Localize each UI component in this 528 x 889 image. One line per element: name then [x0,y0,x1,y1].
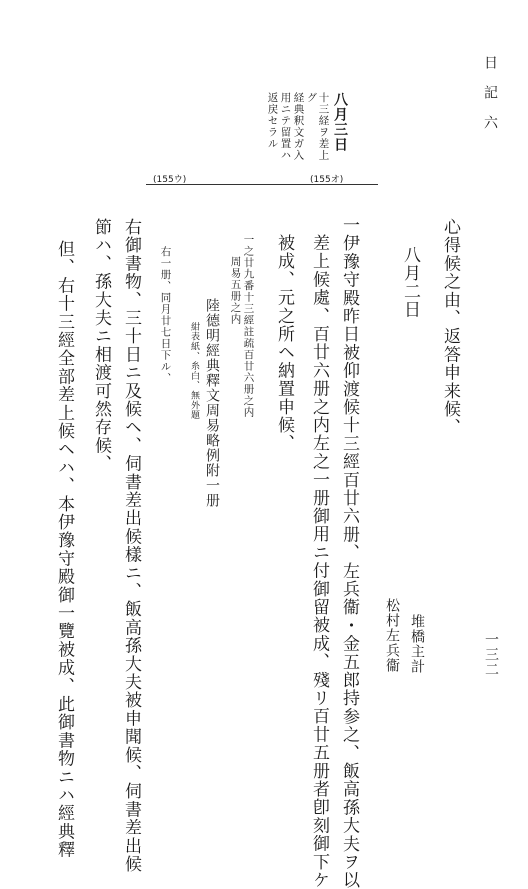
note-1-line-a: 一之廿九番十三經註疏百廿六册之内 [242,234,255,418]
margin-date-heading: 八月三日 [332,92,348,152]
note-2: 右一册、同月廿七日下ル、 [159,246,172,384]
margin-note-line2: グ [305,92,318,104]
page-ref-right: (155オ) [310,175,344,185]
margin-note-line3: 経典釈文ガ入 [292,92,305,161]
signature-2: 松村左兵衞 [384,598,400,673]
note-1-line-d: 紺表紙、糸白、無外題 [189,322,199,420]
note-1-line-c: 陸德明經典釋文周易略例附一册 [204,298,220,508]
paragraph-1-line-c: 被成、元之所ヘ納置申候、 [274,234,294,453]
margin-note-line4: 用ニテ留置ハ [279,92,292,161]
header-label: 日 記 六 [482,55,498,130]
paragraph-1-line-a: 一伊豫守殿昨日被仰渡候十三經百廿六册、左兵衞・金五郎持参之、飯高孫大夫ヲ以 [339,216,359,889]
paragraph-2-line-b: 節ハ、孫大夫ニ相渡可然存候、 [91,218,111,473]
paragraph-3: 但、右十三經全部差上候ヘハ、本伊豫守殿御一覽被成、此御書物ニハ經典釋 [54,240,74,859]
page-number: 一三二 [483,632,499,677]
page-ref-divider [146,184,378,185]
paragraph-1-line-b: 差上候處、百廿六册之内左之一册御用ニ付御留被成、殘リ百廿五册者卽刻御下ケ [309,234,329,889]
margin-note-line5: 返戻セラル [266,92,279,150]
signature-1: 堆橋主計 [409,614,425,674]
page-ref-left: (155ウ) [153,175,187,185]
note-1-line-b: 周易五册之内 [229,256,242,325]
body-line-reply: 心得候之由、返答申来候、 [440,218,460,437]
body-date: 八月二日 [400,246,420,319]
margin-note-line1: 十三経ヲ差上 [317,92,330,161]
paragraph-2-line-a: 右御書物、三十日ニ及候ヘ、伺書差出候樣ニ、飯高孫大夫被申聞候、伺書差出候 [121,218,141,874]
